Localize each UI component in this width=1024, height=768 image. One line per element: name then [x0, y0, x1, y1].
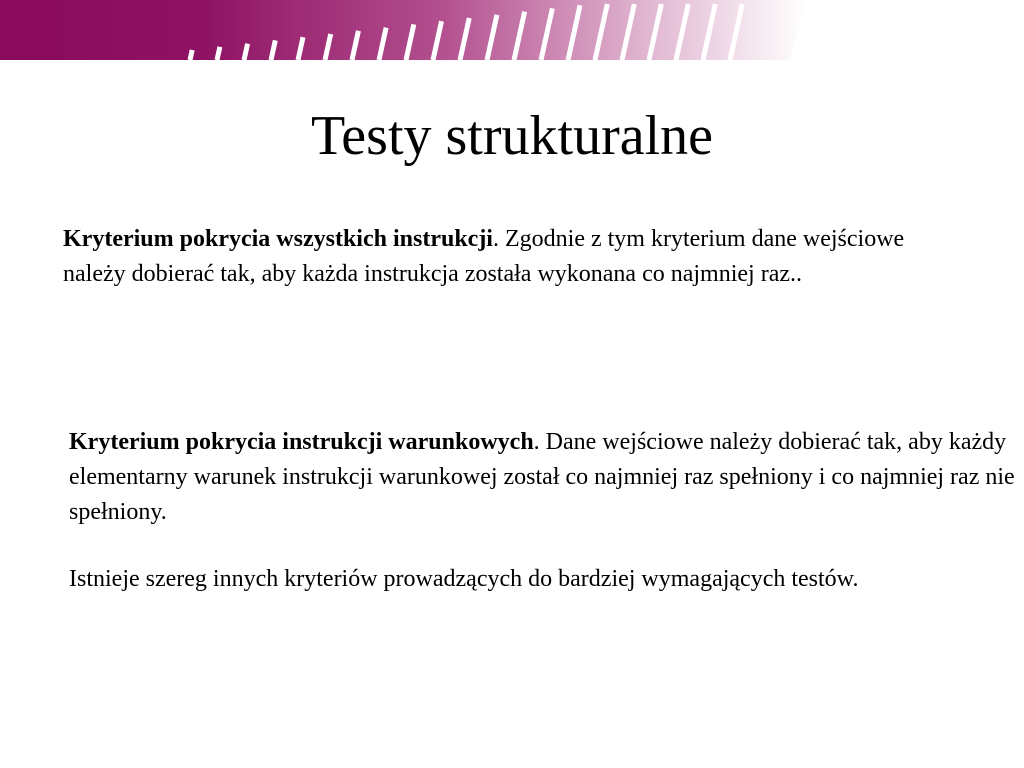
- banner-graphic: [0, 0, 1024, 60]
- description-condition-coverage: . Dane wejściowe należy dobierać tak, aby każdy elementarny warunek instrukcji warunkowej został co najmniej raz spełniony i co najmniej raz nie spełniony.: [69, 429, 1015, 525]
- top-decorative-banner: [0, 0, 1024, 60]
- term-condition-coverage: Kryterium pokrycia instrukcji warunkowych: [69, 429, 534, 455]
- description-statement-coverage: . Zgodnie z tym kryterium dane wejściowe należy dobierać tak, aby każda instrukcja została wykonana co najmniej raz..: [63, 226, 905, 287]
- paragraph-statement-coverage: [63, 222, 943, 292]
- banner-slash: [217, 47, 220, 60]
- paragraph-other-criteria: Istnieje szereg innych kryteriów prowadzących do bardziej wymagających testów.: [69, 566, 859, 592]
- paragraph-condition-coverage: [69, 425, 1021, 530]
- banner-slash: [190, 50, 192, 60]
- slide-title: Testy strukturalne: [311, 105, 713, 167]
- term-statement-coverage: Kryterium pokrycia wszystkich instrukcji: [63, 226, 493, 252]
- banner-slash: [244, 44, 248, 60]
